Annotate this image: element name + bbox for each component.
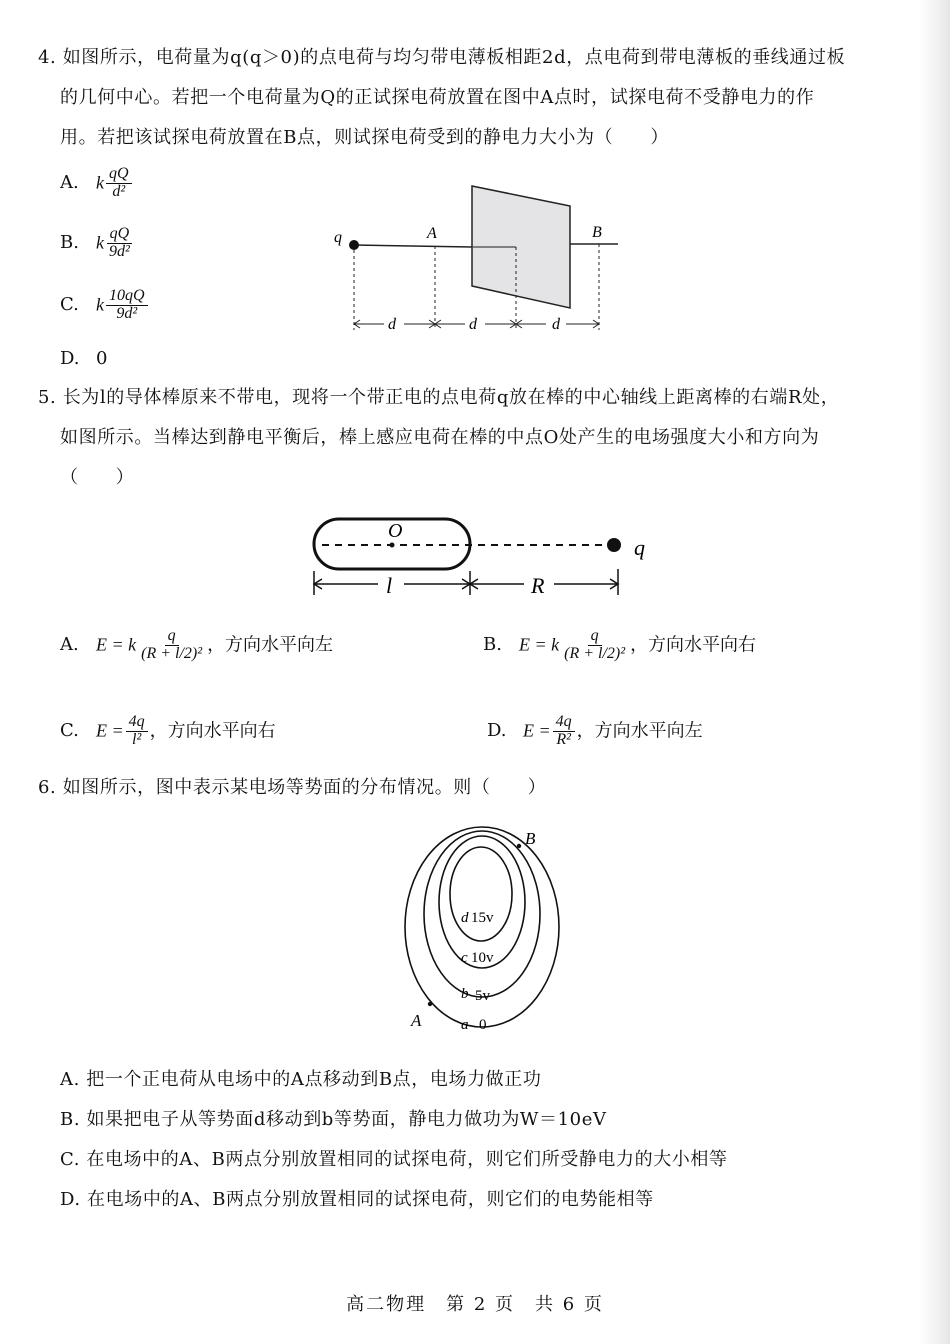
q4-option-d[interactable]: D. 0	[60, 348, 108, 369]
center-point-o	[390, 543, 395, 548]
q5-option-d[interactable]: D. E = $\frac{4q}{\text{R²}}$ ，方向水平向左	[487, 713, 703, 748]
q5-stem	[38, 378, 918, 498]
label-o: O	[388, 520, 403, 542]
q5-option-c[interactable]: C. E = $\frac{4q}{\text{l²}}$ ，方向水平向右	[60, 713, 276, 748]
q5-option-a[interactable]: A. E = k $\frac{q}{\text{(R + l/2)²}}$ ，方向水平向左	[60, 627, 334, 662]
q4-stem	[38, 38, 918, 158]
dist-label-3: d	[552, 316, 560, 333]
label-b-surface: b	[461, 986, 469, 1002]
point-charge-q	[349, 240, 359, 250]
q5-stem-line2: 如图所示。当棒达到静电平衡后，棒上感应电荷在棒的中点O处产生的电场强度大小和方向为	[60, 427, 820, 448]
q6-option-a[interactable]: A. 把一个正电荷从电场中的A点移动到B点，电场力做正功	[60, 1069, 542, 1090]
potential-b: 5v	[475, 988, 490, 1004]
label-a: A	[427, 225, 437, 242]
q6-stem: 6. 如图所示，图中表示某电场等势面的分布情况。则（ ）	[38, 777, 547, 798]
label-d: d	[461, 910, 469, 926]
label-b: B	[525, 829, 536, 848]
q4-figure	[320, 180, 650, 340]
q4-stem-line1: 4. 如图所示，电荷量为q(q＞0)的点电荷与均匀带电薄板相距2d，点电荷到带电薄板的垂线通过板	[38, 47, 846, 68]
q5-stem-line1: 5. 长为l的导体棒原来不带电，现将一个带正电的点电荷q放在棒的中心轴线上距离棒的右端R处，	[38, 387, 840, 408]
q4-option-c[interactable]: C. k $\frac{10qQ}{\text{9d²}}$	[60, 288, 150, 323]
q6-option-c[interactable]: C. 在电场中的A、B两点分别放置相同的试探电荷，则它们所受静电力的大小相等	[60, 1149, 728, 1170]
label-c: c	[461, 950, 468, 966]
point-a	[428, 1002, 432, 1006]
label-a-surface: a	[461, 1017, 469, 1033]
page-footer: 高二物理 第 2 页 共 6 页	[346, 1294, 604, 1315]
dimension-lines	[314, 569, 618, 595]
q5-option-b[interactable]: B. E = k $\frac{q}{\text{(R + l/2)²}}$ ，方向水平向右	[483, 627, 757, 662]
dist-label-1: d	[388, 316, 396, 333]
equipotential-d	[450, 847, 512, 941]
q5-figure	[300, 505, 670, 605]
q6-option-b[interactable]: B. 如果把电子从等势面d移动到b等势面，静电力做功为W＝10eV	[60, 1109, 607, 1130]
label-a: A	[411, 1011, 422, 1030]
label-b: B	[592, 224, 602, 241]
label-l: l	[386, 573, 393, 598]
q6-option-d[interactable]: D. 在电场中的A、B两点分别放置相同的试探电荷，则它们的电势能相等	[60, 1189, 654, 1210]
label-q: q	[334, 229, 342, 246]
q4-stem-line3: 用。若把该试探电荷放置在B点，则试探电荷受到的静电力大小为（ ）	[60, 127, 670, 148]
point-b	[517, 844, 521, 848]
point-charge-q	[607, 538, 621, 552]
q4-stem-line2: 的几何中心。若把一个电荷量为Q的正试探电荷放置在图中A点时，试探电荷不受静电力的作	[60, 87, 815, 108]
q6-figure	[395, 822, 575, 1042]
potential-a: 0	[479, 1017, 487, 1033]
q5-stem-line3: （ ）	[60, 467, 135, 488]
q4-option-b[interactable]: B. k $\frac{qQ}{\text{9d²}}$	[60, 226, 135, 261]
q4-option-a[interactable]: A. k $\frac{qQ}{\text{d²}}$	[60, 166, 134, 201]
label-r: R	[531, 573, 545, 598]
q6-options	[60, 1060, 920, 1220]
axis-line-left	[354, 245, 472, 247]
page-edge-shadow	[918, 0, 950, 1344]
potential-d: 15v	[471, 910, 494, 926]
dist-label-2: d	[469, 316, 477, 333]
label-q: q	[634, 535, 645, 560]
potential-c: 10v	[471, 950, 494, 966]
